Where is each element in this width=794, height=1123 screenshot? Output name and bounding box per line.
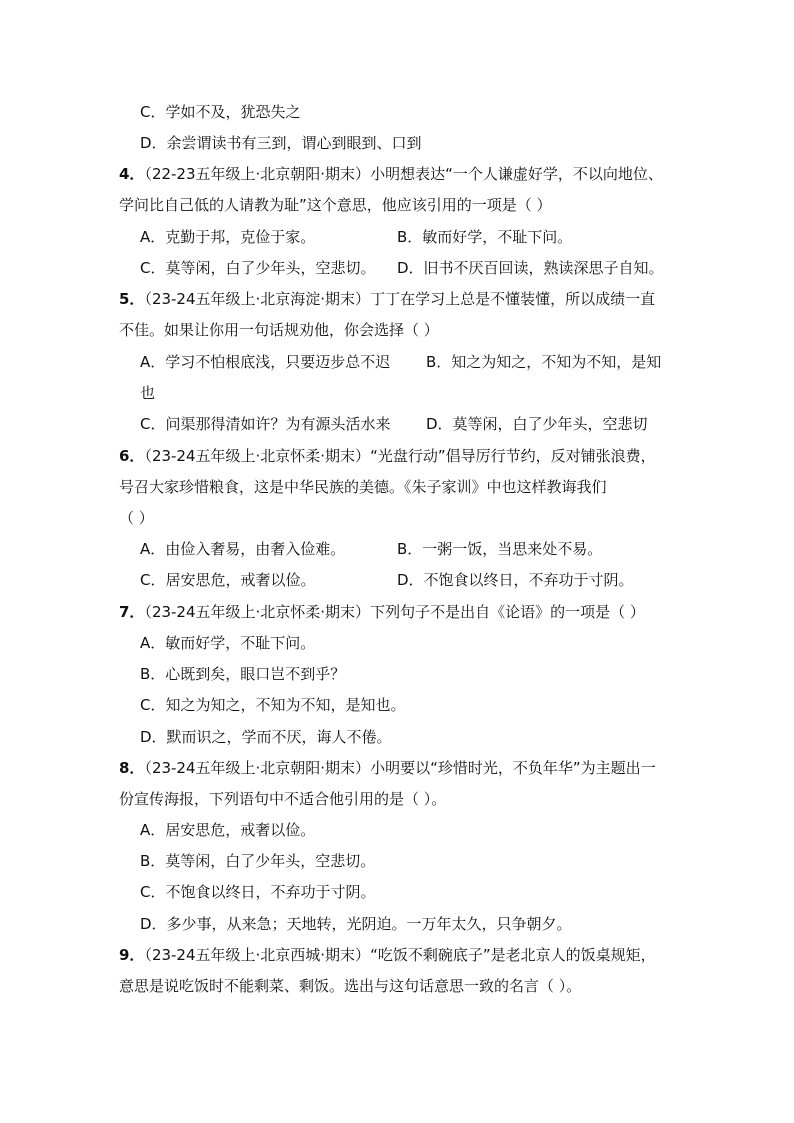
q5-option-d: D．莫等闲，白了少年头，空悲切 bbox=[426, 415, 648, 433]
q8-option-c: C．不饱食以终日，不弃功于寸阴。 bbox=[140, 883, 376, 901]
q5-option-a: A．学习不怕根底浅，只要迈步总不迟 bbox=[140, 353, 391, 371]
q6-option-b: B．一粥一饭，当思来处不易。 bbox=[397, 540, 603, 558]
q8-option-a: A．居安思危，戒奢以俭。 bbox=[140, 821, 316, 839]
q4-option-c: C．莫等闲，白了少年头，空悲切。 bbox=[140, 259, 376, 277]
q9-number: 9． bbox=[119, 946, 145, 964]
q6-number: 6． bbox=[119, 447, 145, 465]
q9-source: （23-24五年级上·北京西城·期末） bbox=[144, 946, 371, 964]
q7-option-a: A．敏而好学，不耻下问。 bbox=[140, 634, 316, 652]
q9-stem-text: “吃饭不剩碗底子”是老北京人的饭桌规矩， bbox=[370, 946, 656, 964]
q6-option-c: C．居安思危，戒奢以俭。 bbox=[140, 571, 316, 589]
q4-option-d: D．旧书不厌百回读，熟读深思子自知。 bbox=[397, 259, 664, 277]
q7-option-b: B．心既到矣，眼口岂不到乎？ bbox=[140, 665, 346, 683]
q5-option-c: C．问渠那得清如许？为有源头活水来 bbox=[140, 415, 391, 433]
q6-option-d: D．不饱食以终日，不弃功于寸阴。 bbox=[397, 571, 634, 589]
q6-stem-text: “光盘行动”倡导厉行节约，反对铺张浪费， bbox=[370, 447, 656, 465]
q8-option-d: D．多少事，从来急；天地转，光阴迫。一万年太久，只争朝夕。 bbox=[140, 915, 572, 933]
q8-stem-line1 bbox=[119, 758, 656, 778]
q4-stem-line1 bbox=[119, 164, 663, 184]
prev-option-c: C．学如不及，犹恐失之 bbox=[140, 103, 301, 121]
q4-source: （22-23五年级上·北京朝阳·期末） bbox=[144, 165, 371, 183]
q5-option-b: B．知之为知之，不知为不知，是知 bbox=[426, 353, 662, 371]
q4-option-b: B．敏而好学，不耻下问。 bbox=[397, 228, 573, 246]
q6-stem-line1 bbox=[119, 446, 656, 466]
q8-stem-line2: 份宣传海报，下列语句中不适合他引用的是（ ）。 bbox=[119, 790, 447, 808]
q8-number: 8． bbox=[119, 759, 145, 777]
q6-source: （23-24五年级上·北京怀柔·期末） bbox=[144, 447, 371, 465]
q5-source: （23-24五年级上·北京海淀·期末） bbox=[144, 290, 371, 308]
q5-stem-line1 bbox=[119, 289, 655, 309]
q6-stem-line3: （ ） bbox=[119, 509, 154, 527]
q7-option-d: D．默而识之，学而不厌，诲人不倦。 bbox=[140, 728, 392, 746]
q7-number: 7． bbox=[119, 603, 145, 621]
q4-stem-line2: 学问比自己低的人请教为耻”这个意思，他应该引用的一项是（ ） bbox=[119, 196, 552, 214]
q6-option-a: A．由俭入奢易，由奢入俭难。 bbox=[140, 540, 346, 558]
q5-stem-text: 丁丁在学习上总是不懂装懂，所以成绩一直 bbox=[370, 290, 656, 308]
q8-stem-text: 小明要以“珍惜时光，不负年华”为主题出一 bbox=[370, 759, 656, 777]
q5-option-b-wrap: 也 bbox=[140, 384, 156, 402]
q8-source: （23-24五年级上·北京朝阳·期末） bbox=[144, 759, 371, 777]
q6-stem-line2: 号召大家珍惜粮食，这是中华民族的美德。《朱子家训》中也这样教诲我们 bbox=[119, 478, 607, 496]
q7-stem-text: 下列句子不是出自《论语》的一项是（ ） bbox=[370, 603, 645, 621]
q4-option-a: A．克勤于邦，克俭于家。 bbox=[140, 228, 316, 246]
q4-number: 4． bbox=[119, 165, 145, 183]
q7-source: （23-24五年级上·北京怀柔·期末） bbox=[144, 603, 371, 621]
q9-stem-line1 bbox=[119, 945, 656, 965]
q5-stem-line2: 不佳。如果让你用一句话规劝他，你会选择（ ） bbox=[119, 321, 439, 339]
q7-stem-line1 bbox=[119, 602, 645, 622]
prev-option-d: D．余尝谓读书有三到，谓心到眼到、口到 bbox=[140, 134, 422, 152]
q5-number: 5． bbox=[119, 290, 145, 308]
q9-stem-line2: 意思是说吃饭时不能剩菜、剩饭。选出与这句话意思一致的名言（ ）。 bbox=[119, 977, 582, 995]
q8-option-b: B．莫等闲，白了少年头，空悲切。 bbox=[140, 852, 376, 870]
q7-option-c: C．知之为知之，不知为不知，是知也。 bbox=[140, 696, 406, 714]
q4-stem-text: 小明想表达“一个人谦虚好学，不以向地位、 bbox=[370, 165, 663, 183]
